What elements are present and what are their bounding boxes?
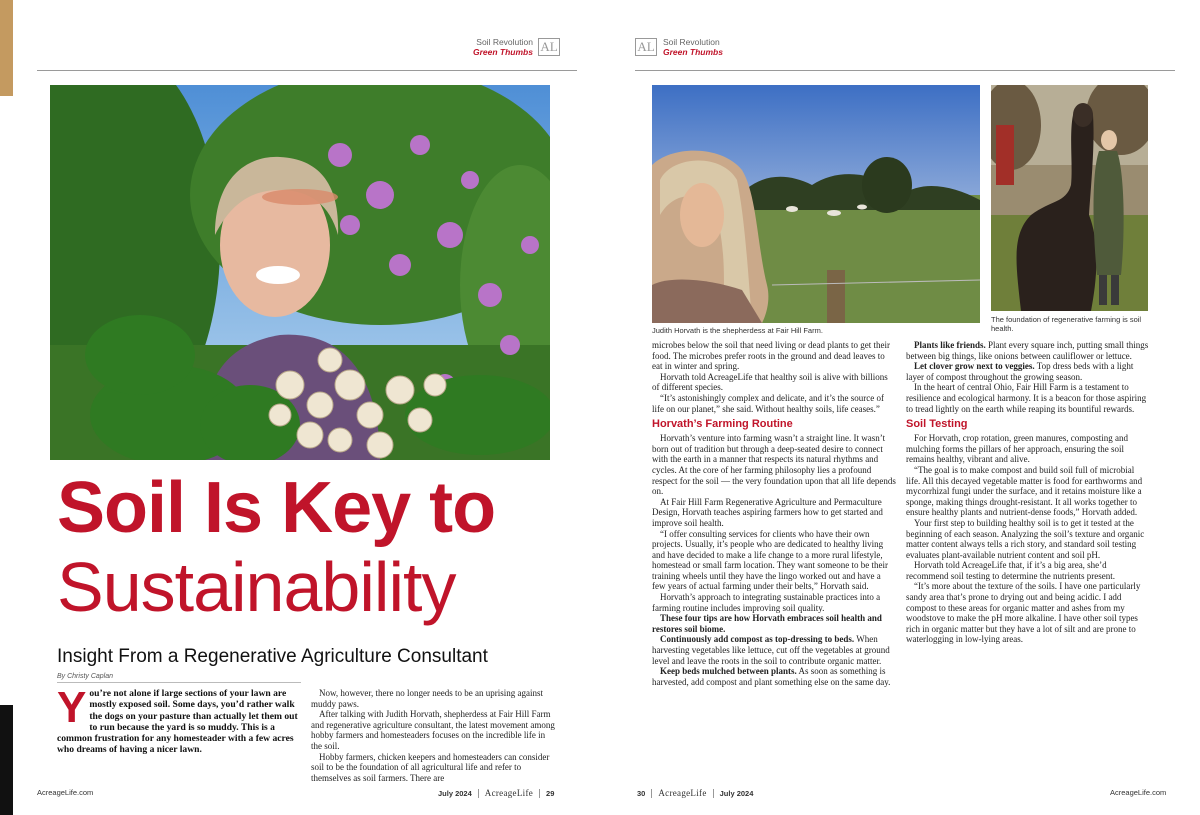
right-page <box>600 0 1200 815</box>
folio-left-site <box>37 788 93 797</box>
folio-right <box>637 788 753 798</box>
caption-alpaca: The foundation of regenerative farming is soil health. <box>991 315 1142 333</box>
al-logo-badge: AL <box>538 38 560 56</box>
paragraph: microbes below the soil that need living or dead plants to get their food. The microbes prefer roots in the ground and dead leaves to eat in winter and spring. <box>652 340 890 372</box>
right-page-column-2 <box>906 340 1150 645</box>
dropcap: Y <box>57 683 87 732</box>
al-logo-badge: AL <box>635 38 657 56</box>
running-head-section: Soil Revolution <box>476 37 533 47</box>
paragraph: Horvath told AcreageLife that healthy soil is alive with billions of different species. <box>652 371 888 393</box>
article-title-line1: Soil Is Key to <box>57 468 496 548</box>
paragraph: “It’s astonishingly complex and delicate, and it’s the source of life on our planet,” she said. Without healthy soils, life ceases.” <box>652 392 884 414</box>
folio-right-site <box>1110 788 1166 797</box>
tip-4 <box>906 361 1150 382</box>
tip-1 <box>652 634 896 666</box>
top-rule <box>37 70 577 71</box>
tip-3-text: Plant every square inch, putting small things between big things, like onions between cauliflower or lettuce. <box>906 340 1149 361</box>
hero-photo-woman-harvest <box>50 85 550 460</box>
article-title-line2: Sustainability <box>57 548 456 626</box>
left-page <box>13 0 600 815</box>
paragraph: Now, however, there no longer needs to be an uprising against muddy paws. <box>311 688 543 709</box>
running-head-section: Soil Revolution <box>663 37 720 47</box>
tip-3 <box>906 340 1150 361</box>
paragraph: In the heart of central Ohio, Fair Hill Farm is a testament to resilience and ecological harmony. It is a beacon for those aspiring to tread lightly on the earth while reaping its bountiful rewards. <box>906 382 1147 414</box>
folio-brand: AcreageLife <box>658 788 707 798</box>
paragraph: “It’s more about the texture of the soils. I have one particularly sandy area that’s prone to drying out and being acidic. I add compost to these areas for organic matter and ashes from my woodstove to make the pH more alkaline. I have other soil types rich in organic matter but they have a lot of silt and are prone to waterlogging in low-lying areas. <box>906 581 1141 645</box>
lead-text: ou’re not alone if large sections of your lawn are mostly exposed soil. Some days, you’d rather walk the dogs on your pasture than actually let them out to run because the yard is so muddy. This is a common frustration for any homesteader with a few acres who dreams of having a nicer lawn. <box>57 688 298 756</box>
paragraph: At Fair Hill Farm Regenerative Agriculture and Permaculture Design, Horvath teaches aspiring farmers how to get started and improve soil health. <box>652 496 883 528</box>
tip-2 <box>652 666 896 687</box>
tip-4-text: Top dress beds with a light layer of compost throughout the growing season. <box>906 361 1134 382</box>
paragraph: “The goal is to make compost and build soil full of microbial life. All this decayed vegetable matter is food for earthworms and mycorrhizal fungi under the surface, and it retains moisture like a sponge, making things drought-resistant. It all works together to ensure healthy plants and nutrient-dense foods,” Horvath added. <box>906 464 1143 518</box>
paragraph <box>652 613 896 634</box>
paragraph: Horvath’s approach to integrating sustainable practices into a farming routine includes improving soil quality. <box>652 592 881 613</box>
tip-3-lead: Plants like friends. <box>914 340 986 350</box>
tip-1-text: When harvesting vegetables like lettuce, cut off the vegetables at ground level and leave the roots in the soil to contribute organic matter. <box>652 634 890 666</box>
byline: By Christy Caplan <box>57 673 114 680</box>
top-rule <box>635 70 1175 71</box>
tip-4-lead: Let clover grow next to veggies. <box>914 361 1035 372</box>
tip-2-lead: Keep beds mulched between plants. <box>660 666 797 677</box>
folio-date: July 2024 <box>719 788 754 798</box>
spine-tab-bottom <box>0 705 13 815</box>
photo-alpaca-woman <box>991 85 1148 311</box>
article-subtitle: Insight From a Regenerative Agriculture Consultant <box>57 646 488 667</box>
folio-left <box>438 788 554 798</box>
running-head <box>635 37 723 57</box>
paragraph: “I offer consulting services for clients who have their own projects. Usually, it’s people who are dedicated to healthy living and have decided to make a life change to a more rural lifestyle, homestead or small farm location. They want someone to be their training wheels until they have the lingo worked out and have a few years of actual farming under their belts,” Horvath said. <box>652 528 889 592</box>
paragraph: After talking with Judith Horvath, shepherdess at Fair Hill Farm and regenerative agriculture consultant, the latest movement among hobby farmers and homesteaders focuses on the incredible life in the soil. <box>311 709 555 751</box>
lead-paragraph <box>57 683 301 778</box>
folio-site: AcreageLife.com <box>1110 788 1167 797</box>
paragraph: Horvath told AcreageLife that, if it’s a big area, she’d recommend soil testing to determine the nutrients present. <box>906 560 1115 581</box>
caption-pasture: Judith Horvath is the shepherdess at Fair Hill Farm. <box>652 326 823 335</box>
running-head-sub: Green Thumbs <box>473 47 533 57</box>
paragraph: Horvath’s venture into farming wasn’t a straight line. It wasn’t born out of tradition but through a deep-seated desire to connect with the earth in a manner that respects its natural rhythms and cycles. At the core of her farming philosophy lies a profound respect for the soil — the very foundation upon that all life depends on. <box>652 433 896 497</box>
tips-intro: These four tips are how Horvath embraces soil health and restores soil biome. <box>652 613 882 634</box>
tip-2-text: As soon as something is harvested, add compost and plant something else on the same day. <box>652 666 891 687</box>
left-page-column-2 <box>311 688 555 783</box>
section-heading-farming-routine: Horvath’s Farming Routine <box>652 418 793 431</box>
paragraph: Your first step to building healthy soil is to get it tested at the beginning of each season. Analyzing the soil’s texture and organic matter content always tells a rich story, and standard soil testing evaluates plant-available nutrient content and soil pH. <box>906 517 1145 560</box>
paragraph: For Horvath, crop rotation, green manures, composting and mulching forms the pillars of her approach, ensuring the soil remains healthy, vibrant and alive. <box>906 433 1128 465</box>
folio-brand: AcreageLife <box>484 788 534 798</box>
tip-1-lead: Continuously add compost as top-dressing to beds. <box>660 634 855 645</box>
folio-date: July 2024 <box>438 788 472 798</box>
folio-site: AcreageLife.com <box>37 788 94 797</box>
running-head <box>473 37 560 57</box>
byline-rule <box>57 682 301 683</box>
right-page-column-1 <box>652 340 896 687</box>
section-heading-soil-testing: Soil Testing <box>906 418 968 431</box>
spine-tab-top <box>0 0 13 96</box>
folio-page-number: 30 <box>637 788 646 798</box>
photo-pasture-shepherdess <box>652 85 980 323</box>
paragraph: Hobby farmers, chicken keepers and homesteaders can consider soil to be the foundation of all agricultural life and refer to themselves as soil farmers. There are <box>311 751 550 783</box>
folio-page-number: 29 <box>546 788 555 798</box>
running-head-sub: Green Thumbs <box>663 47 723 57</box>
